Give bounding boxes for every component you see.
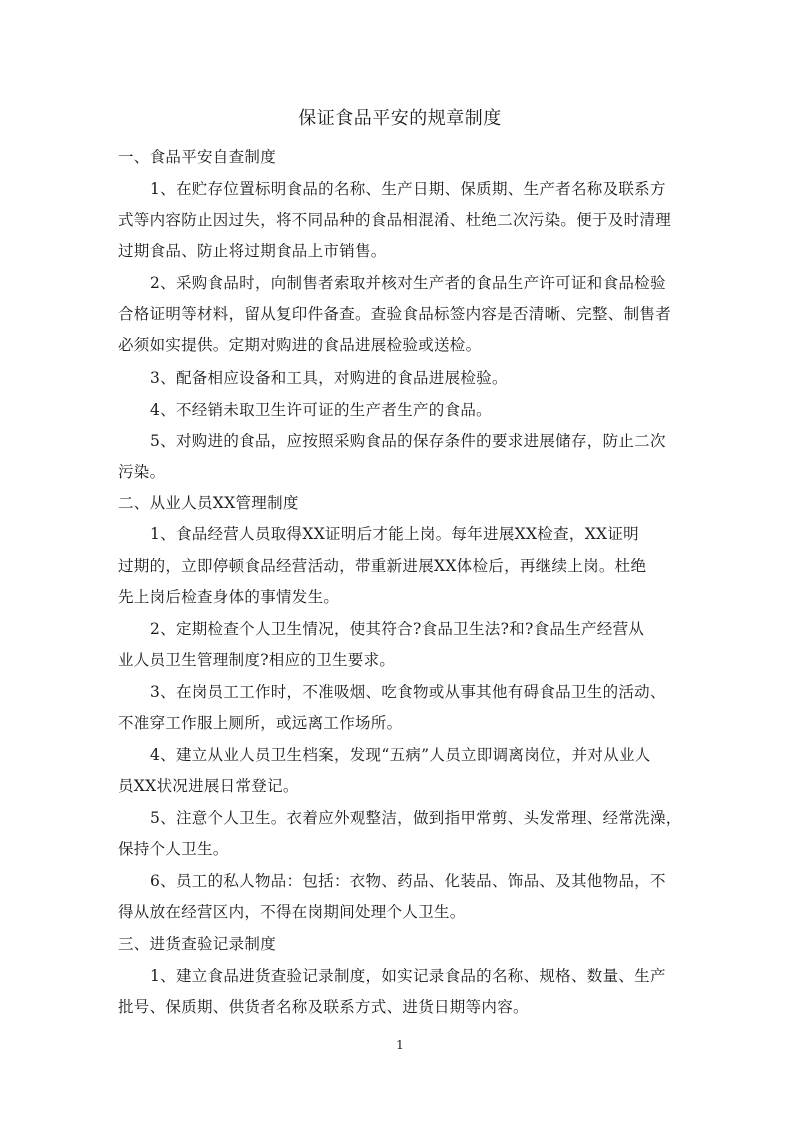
- paragraph-line: 3、在岗员工工作时，不准吸烟、吃食物或从事其他有碍食品卫生的活动、: [150, 683, 666, 701]
- paragraph-line: 必须如实提供。定期对购进的食品进展检验或送检。: [118, 336, 482, 354]
- paragraph-line: 5、对购进的食品，应按照采购食品的保存条件的要求进展储存，防止二次: [150, 432, 666, 450]
- paragraph-line: 1、在贮存位置标明食品的名称、生产日期、保质期、生产者名称及联系方: [150, 180, 666, 198]
- paragraph-line: 合格证明等材料，留从复印件备查。查验食品标签内容是否清晰、完整、制售者: [118, 305, 672, 323]
- section-heading: 一、食品平安自查制度: [118, 148, 277, 166]
- paragraph-line: 2、定期检查个人卫生情况，使其符合?食品卫生法?和?食品生产经营从: [150, 620, 645, 638]
- paragraph-line: 5、注意个人卫生。衣着应外观整洁，做到指甲常剪、头发常理、经常洗澡，: [150, 809, 682, 827]
- paragraph-line: 过期食品、防止将过期食品上市销售。: [118, 242, 387, 260]
- paragraph-line: 3、配备相应设备和工具，对购进的食品进展检验。: [150, 369, 508, 387]
- paragraph-line: 1、食品经营人员取得XX证明后才能上岗。每年进展XX检查，XX证明: [150, 525, 639, 543]
- paragraph-line: 员XX状况进展日常登记。: [118, 777, 299, 795]
- paragraph-line: 先上岗后检查身体的事情发生。: [118, 588, 340, 606]
- paragraph-line: 过期的，立即停顿食品经营活动，带重新进展XX体检后，再继续上岗。杜绝: [118, 557, 647, 575]
- page-number: 1: [396, 1038, 404, 1052]
- paragraph-line: 批号、保质期、供货者名称及联系方式、进货日期等内容。: [118, 998, 529, 1016]
- paragraph-line: 不准穿工作服上厕所，或远离工作场所。: [118, 714, 403, 732]
- paragraph-line: 6、员工的私人物品：包括：衣物、药品、化装品、饰品、及其他物品，不: [150, 872, 666, 890]
- document-title: 保证食品平安的规章制度: [298, 108, 502, 129]
- paragraph-line: 污染。: [118, 463, 166, 481]
- paragraph-line: 4、建立从业人员卫生档案，发现“五病”人员立即调离岗位，并对从业人: [150, 746, 651, 764]
- paragraph-line: 2、采购食品时，向制售者索取并核对生产者的食品生产许可证和食品检验: [150, 274, 666, 292]
- paragraph-line: 4、不经销未取卫生许可证的生产者生产的食品。: [150, 401, 492, 419]
- section-heading: 三、进货查验记录制度: [118, 935, 277, 953]
- paragraph-line: 得从放在经营区内，不得在岗期间处理个人卫生。: [118, 903, 466, 921]
- paragraph-line: 1、建立食品进货查验记录制度，如实记录食品的名称、规格、数量、生产: [150, 967, 666, 985]
- paragraph-line: 业人员卫生管理制度?相应的卫生要求。: [118, 651, 396, 669]
- section-heading: 二、从业人员XX管理制度: [118, 494, 299, 512]
- paragraph-line: 保持个人卫生。: [118, 840, 229, 858]
- paragraph-line: 式等内容防止因过失，将不同品种的食品相混淆、杜绝二次污染。便于及时清理: [118, 211, 672, 229]
